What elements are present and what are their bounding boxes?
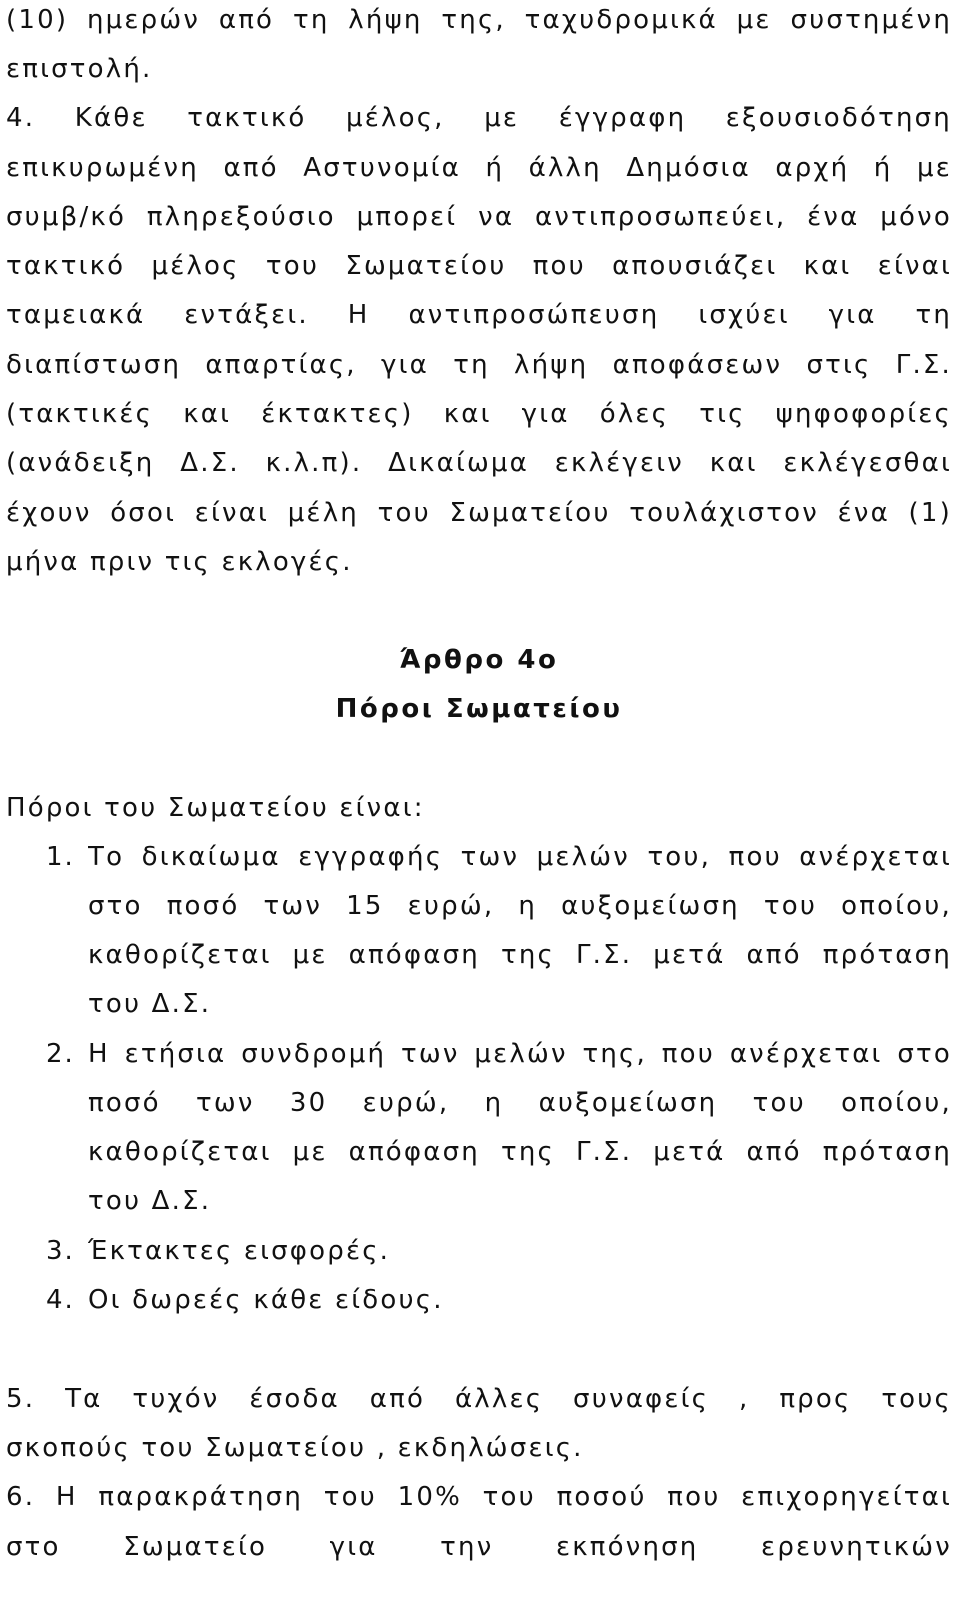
item-2-line-1: Η ετήσια συνδρομή των μελών της, που ανέρχεται στο xyxy=(88,1039,952,1069)
item-4-number: 4. xyxy=(46,1285,75,1315)
resources-intro: Πόροι του Σωματείου είναι: xyxy=(6,793,425,823)
intro-line-2: επιστολή. xyxy=(6,54,153,84)
paragraph4-line-10: μήνα πριν τις εκλογές. xyxy=(6,547,353,577)
paragraph4-line-8: (ανάδειξη Δ.Σ. κ.λ.π). Δικαίωμα εκλέγειν και εκλέγεσθαι xyxy=(6,448,952,478)
item-1-line-2: στο ποσό των 15 ευρώ, η αυξομείωση του οποίου, xyxy=(88,891,952,921)
item-6-line-2: στο Σωματείο για την εκπόνηση ερευνητικών xyxy=(6,1532,952,1562)
paragraph4-line-3: συμβ/κό πληρεξούσιο μπορεί να αντιπροσωπεύει, ένα μόνο xyxy=(6,202,952,232)
item-6-line-1: 6. Η παρακράτηση του 10% του ποσού που επιχορηγείται xyxy=(6,1482,952,1512)
paragraph4-line-6: διαπίστωση απαρτίας, για τη λήψη αποφάσεων στις Γ.Σ. xyxy=(6,350,952,380)
item-1-line-3: καθορίζεται με απόφαση της Γ.Σ. μετά από πρόταση xyxy=(88,940,952,970)
item-1-line-4: του Δ.Σ. xyxy=(88,989,212,1019)
item-4-line-1: Οι δωρεές κάθε είδους. xyxy=(88,1285,444,1315)
item-5-line-1: 5. Τα τυχόν έσοδα από άλλες συναφείς , προς τους xyxy=(6,1384,952,1414)
paragraph4-line-2: επικυρωμένη από Αστυνομία ή άλλη Δημόσια αρχή ή με xyxy=(6,153,952,183)
paragraph4-line-7: (τακτικές και έκτακτες) και για όλες τις ψηφοφορίες xyxy=(6,399,952,429)
article-title: Πόροι Σωματείου xyxy=(335,694,623,724)
paragraph4-line-1: 4. Κάθε τακτικό μέλος, με έγγραφη εξουσιοδότηση xyxy=(6,103,952,133)
item-1-line-1: Το δικαίωμα εγγραφής των μελών του, που ανέρχεται xyxy=(88,842,952,872)
paragraph4-line-5: ταμειακά εντάξει. Η αντιπροσώπευση ισχύει για τη xyxy=(6,300,952,330)
article-heading xyxy=(6,640,952,690)
item-2-line-2: ποσό των 30 ευρώ, η αυξομείωση του οποίου, xyxy=(88,1088,952,1118)
intro-line-1: (10) ημερών από τη λήψη της, ταχυδρομικά με συστημένη xyxy=(6,5,952,35)
article-heading-text: Άρθρο 4ο xyxy=(399,645,559,675)
item-2-line-4: του Δ.Σ. xyxy=(88,1186,212,1216)
item-2-number: 2. xyxy=(46,1039,75,1069)
paragraph4-line-4: τακτικό μέλος του Σωματείου που απουσιάζει και είναι xyxy=(6,251,952,281)
item-3-line-1: Έκτακτες εισφορές. xyxy=(88,1236,391,1266)
paragraph4-line-9: έχουν όσοι είναι μέλη του Σωματείου τουλάχιστον ένα (1) xyxy=(6,498,952,528)
item-2-line-3: καθορίζεται με απόφαση της Γ.Σ. μετά από πρόταση xyxy=(88,1137,952,1167)
item-3-number: 3. xyxy=(46,1236,75,1266)
item-1-number: 1. xyxy=(46,842,75,872)
item-5-line-2: σκοπούς του Σωματείου , εκδηλώσεις. xyxy=(6,1433,584,1463)
